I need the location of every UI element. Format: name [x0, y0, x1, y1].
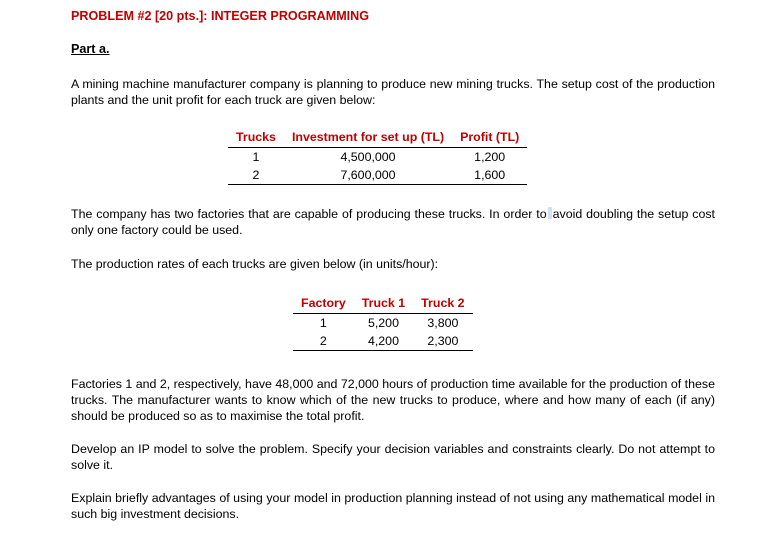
table-cell: 4,500,000 [340, 150, 396, 164]
table-cell: 4,200 [354, 332, 413, 351]
explain-paragraph: Explain briefly advantages of using your model in production planning instead of not using any mathematical model in such big investment decisions. [71, 491, 715, 521]
table-cell: 2,300 [413, 332, 472, 351]
table-cell: 2 [228, 166, 284, 185]
rates-intro-paragraph: The production rates of each trucks are given below (in units/hour): [71, 257, 439, 271]
develop-paragraph: Develop an IP model to solve the problem. Specify your decision variables and constraints clearly. Do not attempt to solve it. [71, 442, 715, 472]
table-row [228, 166, 527, 185]
table-header-row [228, 127, 527, 148]
table-cell: 1 [319, 316, 327, 330]
table-header-row [293, 293, 473, 314]
hours-paragraph: Factories 1 and 2, respectively, have 48,000 and 72,000 hours of production time available for the production of these trucks. The manufacturer wants to know which of the new trucks to produce, where and how many of each (if any) should be produced so as to maximise the total profit. [71, 377, 715, 423]
factories-text-b: avoid doubling the setup cost only one factory could be used. [71, 207, 715, 237]
column-header: Truck 1 [354, 293, 413, 314]
column-header: Investment for set up (TL) [284, 127, 452, 148]
table-cell: 1,200 [474, 150, 506, 164]
column-header: Factory [293, 293, 354, 314]
factories-text-a: The company has two factories that are capable of producing these trucks. In order to [71, 207, 547, 221]
column-header: Truck 2 [413, 293, 472, 314]
table-cell: 5,200 [367, 316, 399, 330]
table-cell: 2 [293, 332, 354, 351]
setup-cost-table [228, 127, 527, 185]
column-header: Profit (TL) [452, 127, 527, 148]
part-heading: Part a. [71, 42, 110, 56]
intro-paragraph: A mining machine manufacturer company is planning to produce new mining trucks. The setup cost of the production plants and the unit profit for each truck are given below: [71, 77, 715, 107]
column-header: Trucks [228, 127, 284, 148]
production-rate-table [293, 293, 473, 351]
text-cursor [548, 207, 552, 219]
table-cell: 1 [252, 150, 260, 164]
table-cell: 3,800 [427, 316, 459, 330]
factories-paragraph [71, 206, 715, 238]
table-row [293, 332, 473, 351]
table-cell: 1,600 [452, 166, 527, 185]
table-row [293, 314, 473, 333]
table-row [228, 148, 527, 167]
table-cell: 7,600,000 [284, 166, 452, 185]
problem-title: PROBLEM #2 [20 pts.]: INTEGER PROGRAMMING [71, 9, 370, 23]
